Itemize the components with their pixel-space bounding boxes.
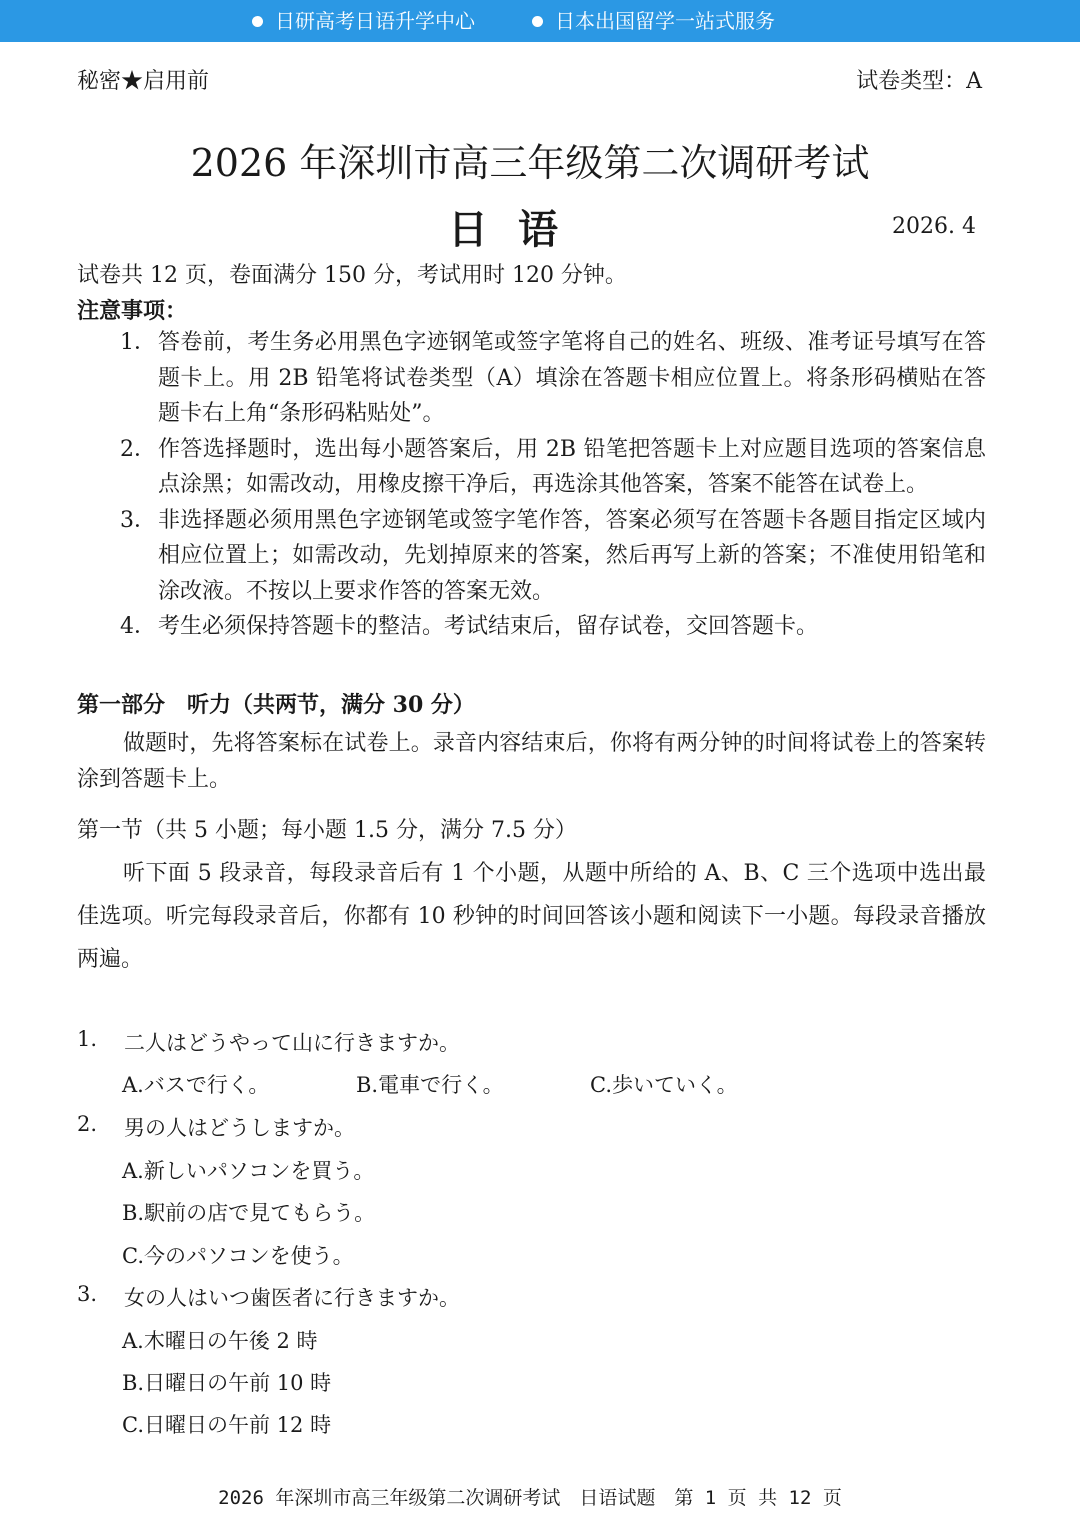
option-b: B.駅前の店で見てもらう。 [122,1201,376,1225]
notice-heading: 注意事项： [77,298,188,324]
banner-text-1: 日研高考日语升学中心 [275,9,475,33]
notice-item [120,503,986,610]
subject-title: 日语 [448,206,588,253]
question-text: 男の人はどうしますか。 [124,1116,355,1140]
notice-number: 3． [120,507,156,533]
option-c: C.今のパソコンを使う。 [122,1244,354,1268]
exam-title: 2026 年深圳市高三年级第二次调研考试 [190,141,870,185]
notice-number: 4． [120,614,156,639]
notice-item [120,432,986,503]
banner-item-2 [532,0,775,42]
option-a: A.木曜日の午後 2 時 [122,1329,318,1353]
section1-heading: 第一节（共 5 小题；每小题 1.5 分，满分 7.5 分） [77,818,577,843]
option-c: C.日曜日の午前 12 時 [122,1413,332,1437]
notice-number: 2． [120,436,156,462]
notice-item [120,609,986,645]
question-text: 二人はどうやって山に行きますか。 [124,1031,460,1055]
section1-instruction: 听下面 5 段录音，每段录音后有 1 个小题，从题中所给的 A、B、C 三个选项中选出最佳选项。听完每段录音后，你都有 10 秒钟的时间回答该小题和阅读下一小题。每段录音播放两遍。 [77,861,986,972]
secret-label: 秘密★启用前 [77,69,210,94]
notice-text: 非选择题必须用黑色字迹钢笔或签字笔作答，答案必须写在答题卡各题目指定区域内相应位置上；如需改动，先划掉原来的答案，然后再写上新的答案；不准使用铅笔和涂改液。不按以上要求作答的答案无效。 [158,507,986,604]
part1-instruction: 做题时，先将答案标在试卷上。录音内容结束后，你将有两分钟的时间将试卷上的答案转涂到答题卡上。 [77,731,986,792]
notice-item [120,325,986,432]
option-c: C.歩いていく。 [590,1073,738,1097]
banner-item-1 [252,0,475,42]
notice-text: 考生必须保持答题卡的整洁。考试结束后，留存试卷，交回答题卡。 [158,614,819,639]
notice-list [120,325,986,645]
option-b: B.電車で行く。 [356,1073,504,1097]
paper-type-label: 试卷类型：A [856,69,982,94]
option-a: A.バスで行く。 [122,1073,270,1097]
top-banner [0,0,1080,42]
notice-text: 答卷前，考生务必用黑色字迹钢笔或签字笔将自己的姓名、班级、准考证号填写在答题卡上。用 2B 铅笔将试卷类型（A）填涂在答题卡相应位置上。将条形码横贴在答题卡右上角“条形码粘贴处”。 [158,330,986,426]
question-number: 3. [77,1282,98,1306]
bullet-dot-icon [252,16,263,27]
notice-number: 1． [120,330,156,355]
notice-text: 作答选择题时，选出每小题答案后，用 2B 铅笔把答题卡上对应题目选项的答案信息点涂黑；如需改动，用橡皮擦干净后，再选涂其他答案，答案不能答在试卷上。 [158,436,986,497]
option-a: A.新しいパソコンを買う。 [122,1159,375,1183]
exam-intro: 试卷共 12 页，卷面满分 150 分，考试用时 120 分钟。 [77,263,627,288]
part1-heading: 第一部分 听力（共两节，满分 30 分） [77,692,475,718]
question-number: 2. [77,1112,98,1136]
question-text: 女の人はいつ歯医者に行きますか。 [124,1286,460,1310]
question-number: 1. [77,1027,98,1051]
exam-date: 2026. 4 [892,214,976,239]
option-b: B.日曜日の午前 10 時 [122,1371,332,1395]
page-footer: 2026 年深圳市高三年级第二次调研考试 日语试题 第 1 页 共 12 页 [218,1487,842,1509]
bullet-dot-icon [532,16,543,27]
banner-text-2: 日本出国留学一站式服务 [555,9,775,33]
